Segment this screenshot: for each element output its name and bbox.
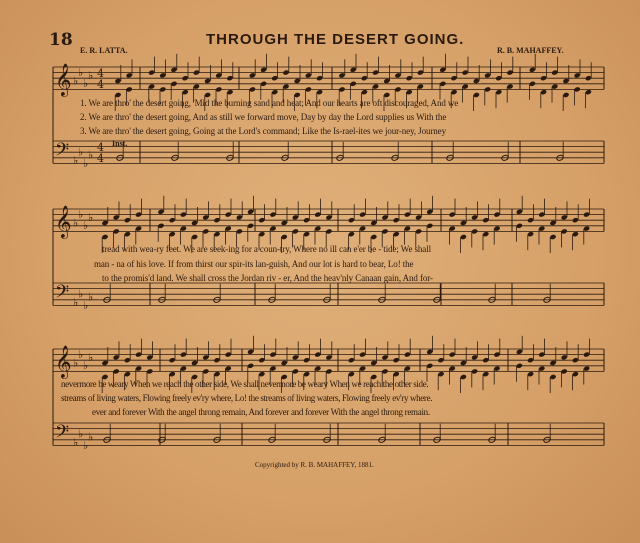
composer-credit: R. B. MAHAFFEY.	[497, 46, 564, 55]
instrument-label: Inst.	[112, 139, 128, 148]
system-1-bass-flat-icon: ♭	[83, 156, 89, 170]
system-3-treble-clef-icon: 𝄞	[55, 345, 72, 378]
lyricist-credit: E. R. LATTA.	[80, 46, 128, 55]
system-1-flat-icon: ♭	[88, 68, 94, 82]
system-2-bass-flat-icon: ♭	[73, 295, 79, 309]
system-2-bass-flat-icon: ♭	[78, 287, 84, 301]
system-1-bass-clef-icon: 𝄢	[55, 140, 70, 165]
lyric-line-2-verse-3: to the promis'd land. We shall cross the Jordan riv - er, And the heav'nly Canaan gain, And for-	[102, 273, 433, 283]
system-1-bass-flat-icon: ♭	[88, 148, 94, 162]
page-number: 18	[49, 30, 73, 50]
copyright-notice: Copyrighted by R. B. MAHAFFEY, 1881.	[255, 461, 374, 469]
lyric-line-1-verse-1: 1. We are thro' the desert going, 'Mid the burning sand and heat; And our hearts are oft discouraged, And we	[80, 98, 459, 108]
system-2-bass-flat-icon: ♭	[88, 290, 94, 304]
system-2-flat-icon: ♭	[78, 207, 84, 221]
system-1-bass-time-top: 4	[97, 141, 104, 154]
system-2-flat-icon: ♭	[88, 210, 94, 224]
system-3-bass-flat-icon: ♭	[83, 438, 89, 452]
system-1-bass-time-bottom: 4	[97, 152, 104, 165]
system-2-flat-icon: ♭	[83, 219, 89, 233]
system-3-bass-flat-icon: ♭	[78, 427, 84, 441]
system-1-bass-flat-icon: ♭	[78, 145, 84, 159]
system-1-treble-clef-icon: 𝄞	[55, 63, 72, 96]
system-2-treble-clef-icon: 𝄞	[55, 205, 72, 238]
system-1-flat-icon: ♭	[73, 74, 79, 88]
song-title: THROUGH THE DESERT GOING.	[206, 31, 465, 48]
system-3-flat-icon: ♭	[78, 347, 84, 361]
system-3-flat-icon: ♭	[73, 356, 79, 370]
system-2-bass-flat-icon: ♭	[83, 298, 89, 312]
system-1-time-top: 4	[97, 67, 104, 80]
system-3-bass-flat-icon: ♭	[88, 430, 94, 444]
system-2-flat-icon: ♭	[73, 216, 79, 230]
lyric-line-3-verse-3: ever and forever With the angel throng remain, And forever and forever With the angel throng remain.	[92, 407, 430, 417]
lyric-line-3-verse-2: streams of living waters, Flowing freely ev'ry where, Lo! the streams of living waters, Flowing freely ev'ry where.	[61, 393, 433, 403]
system-1-flat-icon: ♭	[78, 65, 84, 79]
system-3-bass-flat-icon: ♭	[73, 435, 79, 449]
system-3-bass-clef-icon: 𝄢	[55, 422, 70, 447]
system-3-flat-icon: ♭	[88, 350, 94, 364]
system-1-bass-flat-icon: ♭	[73, 153, 79, 167]
lyric-line-3-verse-1: nevermore be weary When we reach the other side, We shall nevermore be weary When we reach the other side.	[61, 379, 429, 389]
system-1-time-bottom: 4	[97, 78, 104, 91]
lyric-line-2-verse-1: tread with wea-ry feet. We are seek-ing for a coun-try, Where no ill can e'er be - tide; We shall	[102, 244, 431, 254]
lyric-line-1-verse-3: 3. We are thro' the desert going, Going at the Lord's command; Like the Is-rael-ites we jour-ney, Journey	[80, 126, 446, 136]
system-3-flat-icon: ♭	[83, 359, 89, 373]
lyric-line-1-verse-2: 2. We are thro' the desert going, And as still we forward move, Day by day the Lord supplies us With the	[80, 112, 447, 122]
lyric-line-2-verse-2: man - na of his love. If from thirst our spir-its lan-guish, And our lot is hard to bear, Lo! the	[94, 259, 414, 269]
system-2-bass-clef-icon: 𝄢	[55, 282, 70, 307]
system-1-flat-icon: ♭	[83, 77, 89, 91]
